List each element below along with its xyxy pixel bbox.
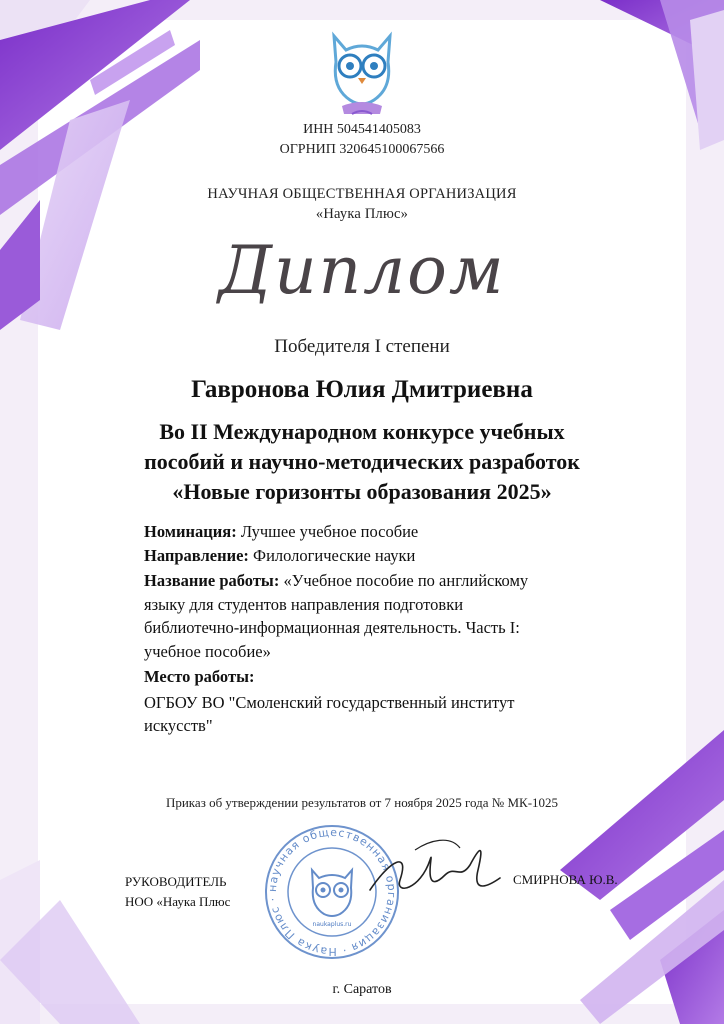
workplace-line1: ОГБОУ ВО "Смоленский государственный институт: [144, 692, 515, 712]
direction-value: Филологические науки: [253, 545, 416, 565]
work-title-line1: «Учебное пособие по английскому: [283, 571, 529, 590]
recipient-name: Гавронова Юлия Дмитриевна: [191, 376, 533, 403]
degree-text: Победителя I степени: [274, 336, 450, 357]
award-details: [144, 520, 614, 738]
stamp-ring-text: научная общественная организация · Наука Плюс ·: [265, 825, 399, 959]
org-name-line1: НАУЧНАЯ ОБЩЕСТВЕННАЯ ОРГАНИЗАЦИЯ: [207, 186, 517, 202]
work-title-line4: учебное пособие»: [144, 641, 271, 661]
ogrnip-text: ОГРНИП 320645100067566: [279, 142, 445, 157]
work-title-line3: библиотечно-информационная деятельность. Часть I:: [144, 618, 520, 637]
nomination-row: [144, 520, 614, 544]
stamp-site-text: naukaplus.ru: [312, 921, 352, 928]
contest-line-1: Во II Международном конкурсе учебных: [159, 419, 565, 444]
contest-line-2: пособий и научно-методических разработок: [144, 449, 580, 474]
head-title-line2: НОО «Наука Плюс: [125, 894, 231, 909]
org-name-line2: «Наука Плюс»: [315, 206, 409, 222]
nomination-value: Лучшее учебное пособие: [240, 522, 419, 541]
work-title-row: [144, 569, 614, 593]
signature-icon: [360, 830, 510, 910]
workplace-label-row: [144, 665, 614, 689]
workplace-line2: искусств": [144, 716, 213, 735]
head-name: СМИРНОВА Ю.В.: [513, 872, 618, 887]
nomination-label: Номинация:: [144, 522, 237, 541]
head-title: [125, 872, 230, 912]
contest-line-3: «Новые горизонты образования 2025»: [172, 479, 552, 504]
direction-label: Направление:: [144, 545, 249, 565]
head-title-line1: РУКОВОДИТЕЛЬ: [125, 874, 227, 889]
order-text: Приказ об утверждении результатов от 7 ноября 2025 года № МК-1025: [165, 795, 559, 810]
inn-text: ИНН 504541405083: [303, 122, 421, 137]
diploma-title: Диплом: [218, 232, 506, 309]
work-title-line2: языку для студентов направления подготовки: [144, 594, 464, 614]
city-text: г. Саратов: [332, 982, 392, 997]
workplace-label: Место работы:: [144, 667, 255, 686]
owl-logo-icon: [322, 28, 402, 118]
work-title-label: Название работы:: [144, 571, 280, 590]
direction-row: [144, 544, 614, 568]
